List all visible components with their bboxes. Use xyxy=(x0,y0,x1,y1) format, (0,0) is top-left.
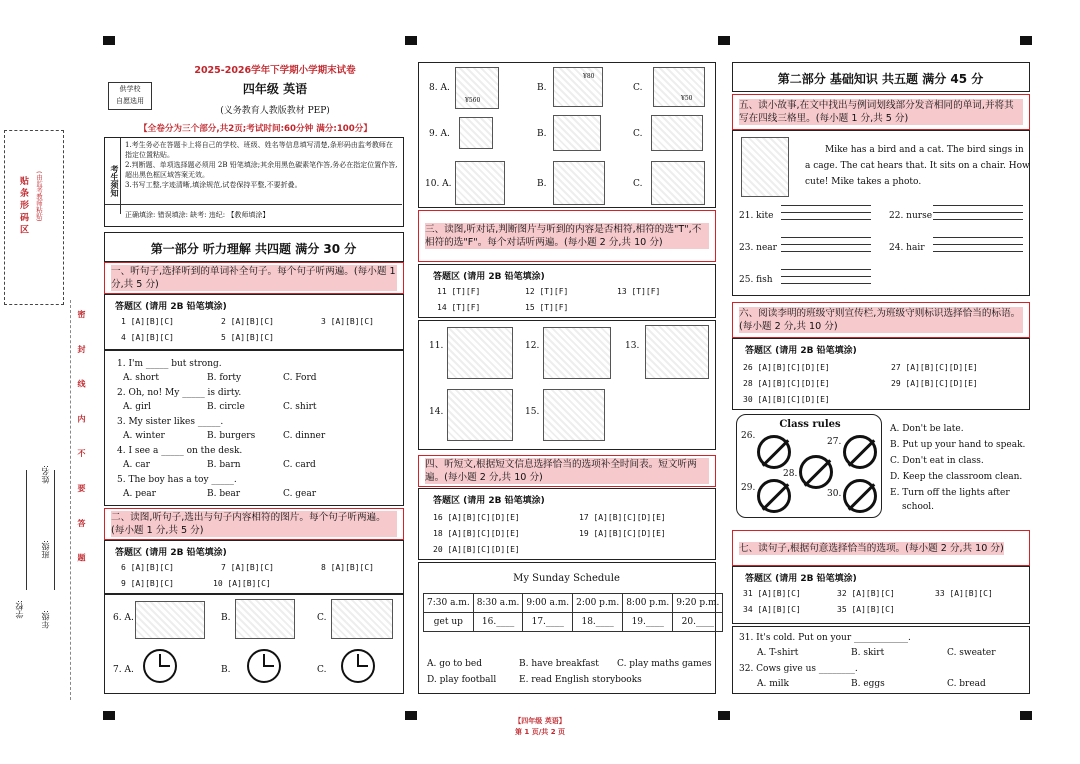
answer-bubble-row[interactable]: 32 [A][B][C] xyxy=(837,589,895,598)
q2-answer-area xyxy=(104,540,404,594)
question-stem: 4. I see a _____ on the desk. xyxy=(117,446,243,456)
answer-bubble-row[interactable]: 1 [A][B][C] xyxy=(121,317,174,326)
shorts-picture xyxy=(553,67,603,107)
question-stem: 31. It's cold. Put on your ____________. xyxy=(739,633,911,643)
q7-instruction-text: 七、读句子,根据句意选择恰当的选项。(每小题 2 分,共 10 分) xyxy=(739,542,1004,554)
option: B. skirt xyxy=(851,648,885,658)
schedule-cell: 9:00 a.m. xyxy=(523,594,573,613)
library-picture xyxy=(447,389,513,441)
pic-label: 14. xyxy=(429,407,444,417)
notice-line: 1.考生务必在答题卡上将自己的学校、班级、姓名等信息填写清楚,条形码由监考教师在指定位置粘贴。 xyxy=(125,141,393,159)
option: C. card xyxy=(283,460,316,470)
writing-line[interactable] xyxy=(781,205,871,206)
grade-subject: 四年级 英语 xyxy=(242,82,308,96)
class-rules-area xyxy=(732,412,1030,522)
schedule-title: My Sunday Schedule xyxy=(513,573,620,584)
pic-label: 15. xyxy=(525,407,540,417)
answer-area-label: 答题区 (请用 2B 铅笔填涂) xyxy=(745,346,857,356)
answer-bubble-row[interactable]: 30 [A][B][C][D][E] xyxy=(743,395,830,404)
footer-page: 第 1 页/共 2 页 xyxy=(514,728,566,736)
option: B. forty xyxy=(207,373,242,383)
q4-answer-area xyxy=(418,488,716,560)
schedule-table xyxy=(423,593,723,632)
q1-questions xyxy=(104,350,404,506)
answer-bubble-row[interactable]: 6 [A][B][C] xyxy=(121,563,174,572)
price-tag: ¥560 xyxy=(465,97,481,104)
q2-pictures xyxy=(104,594,404,694)
rule-number: 26. xyxy=(741,431,756,441)
answer-bubble-row[interactable]: 27 [A][B][C][D][E] xyxy=(891,363,978,372)
answer-bubble-row[interactable]: 12 [T][F] xyxy=(525,287,569,296)
notice-lines xyxy=(125,140,399,190)
writing-line[interactable] xyxy=(781,237,871,238)
clock-icon xyxy=(341,649,375,683)
exam-summary: 【全卷分为三个部分,共2页;考试时间:60分钟 满分:100分】 xyxy=(139,124,372,134)
registration-mark xyxy=(405,36,417,45)
schedule-blank[interactable]: 18.____ xyxy=(573,613,623,632)
rule-option: school. xyxy=(902,502,935,512)
q6-instruction xyxy=(732,302,1030,338)
knife-fork-picture xyxy=(553,115,601,151)
writing-line[interactable] xyxy=(781,283,871,284)
option: C. Ford xyxy=(283,373,317,383)
part2-title-box xyxy=(732,62,1030,92)
rule-option: D. Keep the classroom clean. xyxy=(890,472,1023,482)
answer-bubble-row[interactable]: 7 [A][B][C] xyxy=(221,563,274,572)
writing-line[interactable] xyxy=(781,219,871,220)
pic-label: C. xyxy=(317,665,327,675)
example-word: 22. nurse xyxy=(889,211,933,221)
option: C. shirt xyxy=(283,402,317,412)
example-word: 21. kite xyxy=(739,211,774,221)
writing-line[interactable] xyxy=(933,219,1023,220)
schedule-cell: 9:20 p.m. xyxy=(673,594,723,613)
option: B. barn xyxy=(207,460,241,470)
question-stem: 32. Cows give us ________. xyxy=(739,664,858,674)
answer-area-label: 答题区 (请用 2B 铅笔填涂) xyxy=(433,272,545,282)
q6-instruction-text: 六、阅读李明的班级守则宣传栏,为班级守则标识选择恰当的标语。(每小题 2 分,共 10 分) xyxy=(739,307,1023,333)
answer-bubble-row[interactable]: 16 [A][B][C][D][E] xyxy=(433,513,520,522)
answer-bubble-row[interactable]: 2 [A][B][C] xyxy=(221,317,274,326)
schedule-box xyxy=(418,562,720,694)
q1-instruction-text: 一、听句子,选择听到的单词补全句子。每个句子听两遍。(每小题 1 分,共 5 分) xyxy=(111,266,396,290)
writing-line[interactable] xyxy=(781,276,871,277)
pic-label: 13. xyxy=(625,341,640,351)
example-word: 24. hair xyxy=(889,243,925,253)
footer-subject: 【四年级 英语】 xyxy=(514,717,566,725)
pic-label: 8. A. xyxy=(429,83,450,93)
schedule-activity-row xyxy=(424,613,723,632)
notice-box xyxy=(104,137,404,227)
q1-instruction xyxy=(104,262,404,294)
schedule-blank[interactable]: 19.____ xyxy=(623,613,673,632)
option: B. bear xyxy=(207,489,241,499)
hat-picture xyxy=(653,67,705,107)
sticker-label: 贴 条 形 码 区 xyxy=(18,176,28,234)
option: A. car xyxy=(123,460,150,470)
option: A. winter xyxy=(123,431,165,441)
schedule-cell: get up xyxy=(424,613,474,632)
answer-bubble-row[interactable]: 35 [A][B][C] xyxy=(837,605,895,614)
option: B. burgers xyxy=(207,431,256,441)
answer-bubble-row[interactable]: 3 [A][B][C] xyxy=(321,317,374,326)
clock-icon xyxy=(247,649,281,683)
answer-bubble-row[interactable]: 28 [A][B][C][D][E] xyxy=(743,379,830,388)
q7-instruction xyxy=(732,530,1030,566)
spoon-picture xyxy=(459,117,493,149)
q6-answer-area xyxy=(732,338,1030,410)
writing-line[interactable] xyxy=(933,244,1023,245)
farm-picture xyxy=(135,601,205,639)
schedule-option: E. read English storybooks xyxy=(519,675,642,685)
pic-label: 10. A. xyxy=(425,179,452,189)
registration-mark xyxy=(1020,711,1032,720)
example-word: 25. fish xyxy=(739,275,773,285)
answer-area-label: 答题区 (请用 2B 铅笔填涂) xyxy=(745,574,857,584)
q5-box xyxy=(732,130,1030,296)
schedule-option: A. go to bed xyxy=(427,659,483,669)
pic-label: B. xyxy=(537,83,547,93)
option: A. girl xyxy=(123,402,152,412)
q7-questions xyxy=(732,626,1030,694)
registration-mark xyxy=(405,711,417,720)
answer-bubble-row[interactable]: 19 [A][B][C][D][E] xyxy=(579,529,666,538)
fill-line xyxy=(26,470,27,590)
writing-line[interactable] xyxy=(933,212,1023,213)
rule-option: A. Don't be late. xyxy=(890,424,964,434)
example-word: 23. near xyxy=(739,243,777,253)
class-rules-title: Class rules xyxy=(779,419,841,430)
answer-area-label: 答题区 (请用 2B 铅笔填涂) xyxy=(433,496,545,506)
pic-label: 9. A. xyxy=(429,129,450,139)
name-label: 姓名: xyxy=(41,465,50,484)
pic-label: 6. A. xyxy=(113,613,134,623)
answer-bubble-row[interactable]: 33 [A][B][C] xyxy=(935,589,993,598)
answer-bubble-row[interactable]: 34 [A][B][C] xyxy=(743,605,801,614)
registration-mark xyxy=(103,36,115,45)
no-littering-icon xyxy=(757,435,791,469)
option: C. bread xyxy=(947,679,986,689)
option: A. pear xyxy=(123,489,156,499)
option: A. milk xyxy=(757,679,789,689)
q4-instruction xyxy=(418,455,716,487)
q5-instruction-text: 五、读小故事,在文中找出与例词划线部分发音相同的单词,并将其写在四线三格里。(每小题 1 分,共 5 分) xyxy=(739,99,1023,125)
option: A. short xyxy=(123,373,159,383)
schedule-time-row xyxy=(424,594,723,613)
q2-instruction xyxy=(104,508,404,540)
price-tag: ¥50 xyxy=(681,95,693,102)
no-running-icon xyxy=(799,455,833,489)
answer-bubble-row[interactable]: 8 [A][B][C] xyxy=(321,563,374,572)
schedule-cell: 8:30 a.m. xyxy=(473,594,523,613)
answer-bubble-row[interactable]: 4 [A][B][C] xyxy=(121,333,174,342)
pic-label: 7. A. xyxy=(113,665,134,675)
option: C. sweater xyxy=(947,648,996,658)
optional-tag xyxy=(108,82,152,110)
answer-bubble-row[interactable]: 14 [T][F] xyxy=(437,303,481,312)
schedule-blank[interactable]: 16.____ xyxy=(473,613,523,632)
cooking-picture xyxy=(543,327,611,379)
seal-line xyxy=(70,300,71,700)
schedule-blank[interactable]: 17.____ xyxy=(523,613,573,632)
schedule-option: B. have breakfast xyxy=(519,659,599,669)
q4-instruction-text: 四、听短文,根据短文信息选择恰当的选项补全时间表。短文听两遍。(每小题 2 分,共 10 分) xyxy=(425,458,709,484)
part1-title-box xyxy=(104,232,404,262)
schedule-cell: 2:00 p.m. xyxy=(573,594,623,613)
option: A. T-shirt xyxy=(757,648,799,658)
schedule-cell: 7:30 a.m. xyxy=(424,594,474,613)
option: B. eggs xyxy=(851,679,885,689)
part1-title: 第一部分 听力理解 共四题 满分 30 分 xyxy=(150,242,357,256)
rule-number: 28. xyxy=(783,469,798,479)
answer-bubble-row[interactable]: 10 [A][B][C] xyxy=(213,579,271,588)
school-label: 学校: xyxy=(15,600,24,619)
notice-line: 2.判断题、单项选择题必须用 2B 铅笔填涂;其余用黑色碳素笔作答,务必在指定位置作答,超出黑色框区域答案无效。 xyxy=(125,161,398,179)
option: B. circle xyxy=(207,402,245,412)
option: C. gear xyxy=(283,489,317,499)
farm-picture xyxy=(235,599,295,639)
registration-mark xyxy=(1020,36,1032,45)
pic-label: C. xyxy=(317,613,327,623)
clock-icon xyxy=(143,649,177,683)
answer-bubble-row[interactable]: 18 [A][B][C][D][E] xyxy=(433,529,520,538)
room-picture xyxy=(553,161,605,205)
answer-bubble-row[interactable]: 13 [T][F] xyxy=(617,287,661,296)
pic-label: B. xyxy=(221,613,231,623)
registration-mark xyxy=(718,711,730,720)
rule-number: 27. xyxy=(827,437,842,447)
classroom-picture xyxy=(543,389,605,441)
rule-number: 29. xyxy=(741,483,756,493)
lights-off-icon xyxy=(843,479,877,513)
pic-label: C. xyxy=(633,83,643,93)
no-eating-icon xyxy=(843,435,877,469)
part2-title: 第二部分 基础知识 共五题 满分 45 分 xyxy=(777,72,984,86)
class-label: 班级: xyxy=(41,540,50,559)
story-line: Mike has a bird and a cat. The bird sings in xyxy=(825,145,1024,155)
story-line: a cage. The cat hears that. It sits on a chair. How xyxy=(805,161,1030,171)
registration-mark xyxy=(718,36,730,45)
rule-option: E. Turn off the lights after xyxy=(890,488,1010,498)
answer-area-label: 答题区 (请用 2B 铅笔填涂) xyxy=(115,548,227,558)
answer-bubble-row[interactable]: 9 [A][B][C] xyxy=(121,579,174,588)
q8-10-pictures xyxy=(418,62,716,208)
schedule-cell: 8:00 p.m. xyxy=(623,594,673,613)
boy-birdcage-picture xyxy=(741,137,789,197)
q1-answer-area xyxy=(104,294,404,350)
writing-line[interactable] xyxy=(933,237,1023,238)
rule-number: 30. xyxy=(827,489,842,499)
fill-line xyxy=(54,470,55,590)
room-picture xyxy=(455,161,505,205)
tree-picture xyxy=(645,325,709,379)
pic-label: B. xyxy=(537,129,547,139)
answer-bubble-row[interactable]: 15 [T][F] xyxy=(525,303,569,312)
schedule-blank[interactable]: 20.____ xyxy=(673,613,723,632)
farm-picture xyxy=(331,599,393,639)
q3-instruction-text: 三、读图,听对话,判断图片与听到的内容是否相符,相符的选"T",不相符的选"F"。每个对话听两遍。(每小题 2 分,共 10 分) xyxy=(425,223,709,249)
grade-label: 年级: xyxy=(41,610,50,629)
q5-instruction xyxy=(732,94,1030,130)
answer-bubble-row[interactable]: 11 [T][F] xyxy=(437,287,481,296)
pic-label: B. xyxy=(221,665,231,675)
option: C. dinner xyxy=(283,431,326,441)
q7-answer-area xyxy=(732,566,1030,624)
writing-line[interactable] xyxy=(933,251,1023,252)
exam-title: 2025-2026学年下学期小学期末试卷 xyxy=(194,65,356,76)
writing-line[interactable] xyxy=(781,269,871,270)
answer-bubble-row[interactable]: 29 [A][B][C][D][E] xyxy=(891,379,978,388)
question-stem: 2. Oh, no! My _____ is dirty. xyxy=(117,388,242,398)
answer-bubble-row[interactable]: 17 [A][B][C][D][E] xyxy=(579,513,666,522)
answer-bubble-row[interactable]: 5 [A][B][C] xyxy=(221,333,274,342)
q3-answer-area xyxy=(418,264,716,318)
q3-pictures xyxy=(418,320,716,450)
answer-area-label: 答题区 (请用 2B 铅笔填涂) xyxy=(115,302,227,312)
notice-label: 考生须知 xyxy=(105,138,121,214)
fill-example-row: 正确填涂: 错误填涂: 缺考: 违纪: 【教师填涂】 xyxy=(105,204,402,224)
answer-bubble-row[interactable]: 20 [A][B][C][D][E] xyxy=(433,545,520,554)
writing-line[interactable] xyxy=(781,212,871,213)
question-stem: 3. My sister likes _____. xyxy=(117,417,224,427)
price-tag: ¥80 xyxy=(583,73,595,80)
barcode-sticker-area xyxy=(4,130,64,305)
writing-line[interactable] xyxy=(933,205,1023,206)
writing-line[interactable] xyxy=(781,251,871,252)
schedule-option: C. play maths games xyxy=(617,659,712,669)
tag-line: 自愿选用 xyxy=(116,97,144,105)
chopsticks-picture xyxy=(651,115,703,151)
tag-line: 供学校 xyxy=(119,85,141,93)
pic-label: B. xyxy=(537,179,547,189)
shoes-picture xyxy=(651,161,705,205)
answer-bubble-row[interactable]: 31 [A][B][C] xyxy=(743,589,801,598)
question-stem: 5. The boy has a toy _____. xyxy=(117,475,237,485)
seal-warning: 密 封 线 内 不 要 答 题 xyxy=(77,310,86,574)
rule-option: C. Don't eat in class. xyxy=(890,456,984,466)
sticker-note: (由监考教师粘贴) xyxy=(35,171,43,222)
story-line: cute! Mike takes a photo. xyxy=(805,177,922,187)
barn-picture xyxy=(447,327,513,379)
pic-label: C. xyxy=(633,129,643,139)
pic-label: 12. xyxy=(525,341,540,351)
edition: (义务教育人教版教材 PEP) xyxy=(220,106,330,116)
raise-hand-icon xyxy=(757,479,791,513)
answer-bubble-row[interactable]: 26 [A][B][C][D][E] xyxy=(743,363,830,372)
schedule-option: D. play football xyxy=(427,675,497,685)
registration-mark xyxy=(103,711,115,720)
class-rules-board xyxy=(736,414,882,518)
question-stem: 1. I'm _____ but strong. xyxy=(117,359,222,369)
q2-instruction-text: 二、读图,听句子,选出与句子内容相符的图片。每个句子听两遍。(每小题 1 分,共 5 分) xyxy=(111,511,397,537)
pic-label: C. xyxy=(633,179,643,189)
notice-line: 3.书写工整,字迹清晰,填涂规范,试卷保持平整,不要折叠。 xyxy=(125,181,302,189)
pic-label: 11. xyxy=(429,341,444,351)
writing-line[interactable] xyxy=(781,244,871,245)
q3-instruction xyxy=(418,210,716,262)
rule-option: B. Put up your hand to speak. xyxy=(890,440,1026,450)
